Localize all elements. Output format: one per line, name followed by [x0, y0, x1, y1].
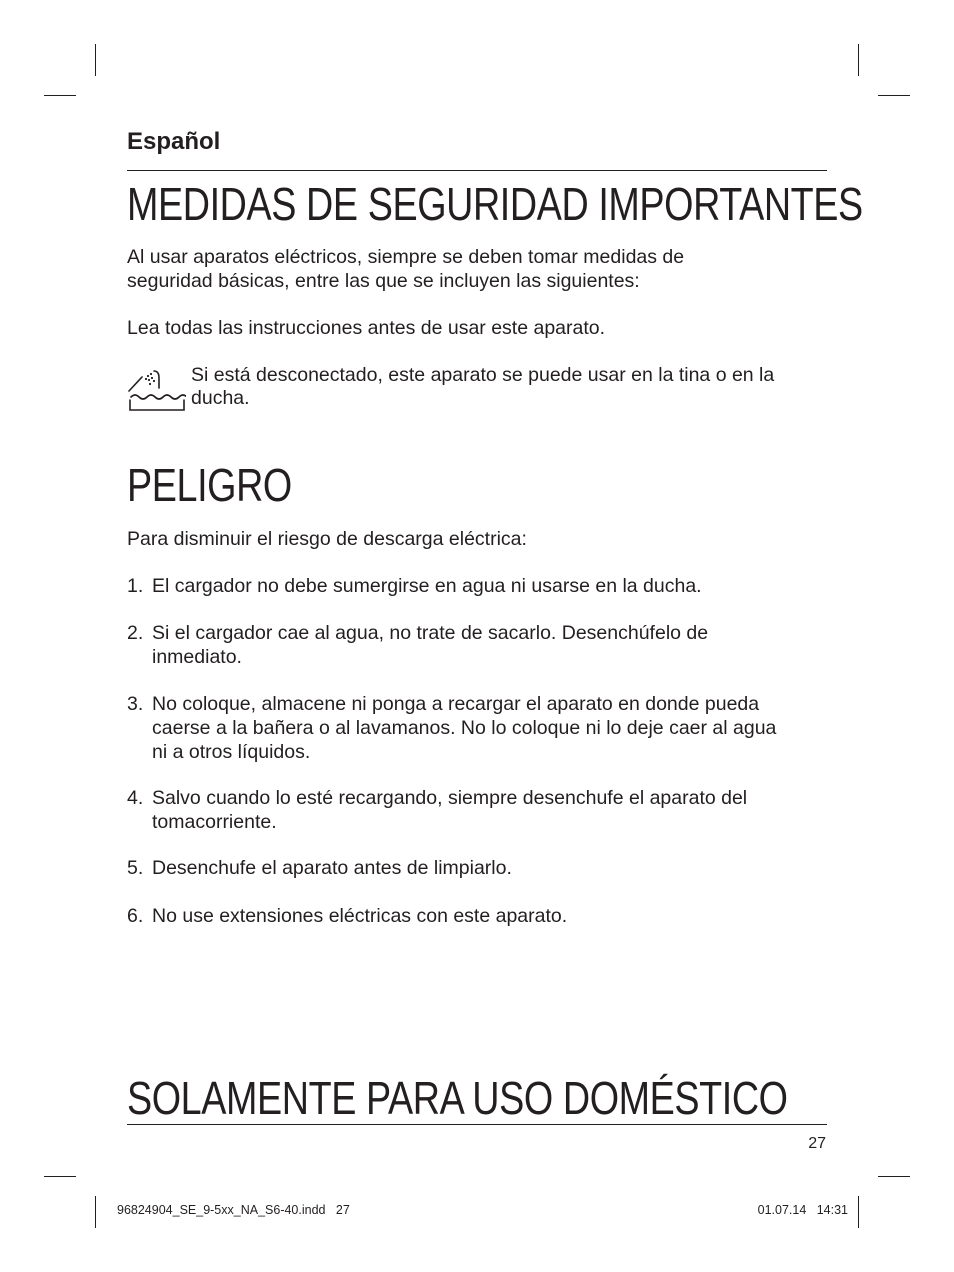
- header-divider: [127, 170, 827, 171]
- list-text: No use extensiones eléctricas con este aparato.: [152, 905, 568, 927]
- crop-mark: [858, 44, 859, 76]
- list-number: 5.: [127, 857, 144, 879]
- footer-divider: [127, 1124, 827, 1125]
- bathtub-shower-icon: [128, 366, 186, 412]
- language-label: Español: [127, 128, 221, 155]
- list-item: [127, 786, 827, 833]
- crop-mark: [44, 95, 76, 96]
- list-number: 4.: [127, 787, 144, 809]
- list-text: No coloque, almacene ni ponga a recargar el aparato en donde pueda caerse a la bañera o al lavamanos. No lo coloque ni lo deje caer al agua ni a otros líquidos.: [152, 693, 777, 763]
- list-number: 6.: [127, 905, 144, 927]
- list-item: [127, 692, 827, 763]
- list-text: Desenchufe el aparato antes de limpiarlo.: [152, 857, 512, 879]
- crop-mark: [95, 44, 96, 76]
- page-number: 27: [808, 1135, 826, 1152]
- slug-file: 96824904_SE_9-5xx_NA_S6-40.indd 27: [117, 1203, 350, 1217]
- household-title: SOLAMENTE PARA USO DOMÉSTICO: [127, 1072, 788, 1124]
- crop-mark: [858, 1196, 859, 1228]
- list-item: [127, 621, 827, 668]
- list-item: [127, 856, 827, 880]
- safety-title: MEDIDAS DE SEGURIDAD IMPORTANTES: [127, 178, 863, 230]
- list-text: El cargador no debe sumergirse en agua ni usarse en la ducha.: [152, 575, 702, 597]
- danger-intro: Para disminuir el riesgo de descarga eléctrica:: [127, 528, 527, 550]
- list-text: Salvo cuando lo esté recargando, siempre desenchufe el aparato del tomacorriente.: [152, 787, 748, 833]
- list-text: Si el cargador cae al agua, no trate de sacarlo. Desenchúfelo de inmediato.: [152, 622, 709, 668]
- crop-mark: [95, 1196, 96, 1228]
- slug-date: 01.07.14 14:31: [757, 1203, 848, 1217]
- danger-title: PELIGRO: [127, 459, 292, 511]
- safety-intro: Al usar aparatos eléctricos, siempre se deben tomar medidas de seguridad básicas, entre las que se incluyen las siguientes:: [127, 246, 685, 292]
- crop-mark: [44, 1176, 76, 1177]
- read-instructions: Lea todas las instrucciones antes de usar este aparato.: [127, 317, 606, 339]
- bath-note: Si está desconectado, este aparato se puede usar en la tina o en la ducha.: [191, 364, 775, 409]
- crop-mark: [878, 1176, 910, 1177]
- list-number: 3.: [127, 693, 144, 715]
- list-number: 1.: [127, 575, 144, 597]
- list-number: 2.: [127, 622, 144, 644]
- crop-mark: [878, 95, 910, 96]
- list-item: [127, 904, 827, 928]
- list-item: [127, 574, 827, 598]
